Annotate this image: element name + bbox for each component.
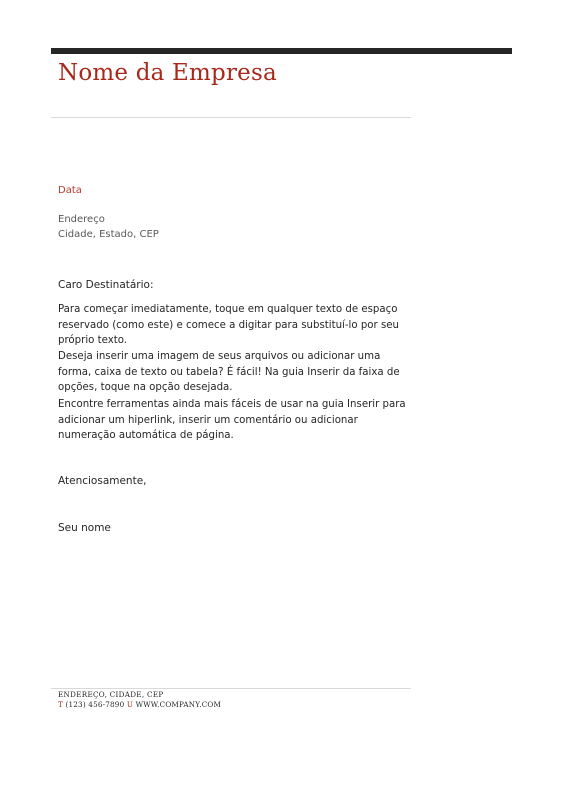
header-bar — [51, 48, 512, 54]
date-field[interactable]: Data — [58, 185, 82, 196]
website[interactable]: WWW.COMPANY.COM — [135, 700, 222, 709]
closing[interactable]: Atenciosamente, — [58, 475, 147, 487]
footer-address[interactable]: ENDEREÇO, CIDADE, CEP — [58, 690, 164, 699]
footer-divider — [51, 688, 411, 689]
body-paragraph-1[interactable]: Para começar imediatamente, toque em qualquer texto de espaço reservado (como este) e comece a digitar para substituí-lo por seu próprio texto. — [58, 304, 399, 346]
phone-number[interactable]: (123) 456-7890 — [65, 700, 125, 709]
web-label: U — [126, 700, 134, 709]
body-paragraph-2[interactable]: Deseja inserir uma imagem de seus arquivos ou adicionar uma forma, caixa de texto ou tabela? É fácil! Na guia Inserir da faixa de opções, toque na opção desejada. — [58, 351, 400, 393]
header-divider — [51, 117, 411, 118]
phone-label: T — [58, 700, 63, 709]
salutation[interactable]: Caro Destinatário: — [58, 279, 154, 291]
address-line-2[interactable]: Cidade, Estado, CEP — [58, 229, 159, 240]
signature-name[interactable]: Seu nome — [58, 522, 111, 534]
body-paragraph-3[interactable]: Encontre ferramentas ainda mais fáceis de usar na guia Inserir para adicionar um hiperlink, inserir um comentário ou adicionar numeração automática de página. — [58, 399, 406, 441]
address-line-1[interactable]: Endereço — [58, 214, 105, 225]
footer-contact[interactable] — [58, 700, 221, 709]
company-name[interactable]: Nome da Empresa — [58, 60, 277, 86]
